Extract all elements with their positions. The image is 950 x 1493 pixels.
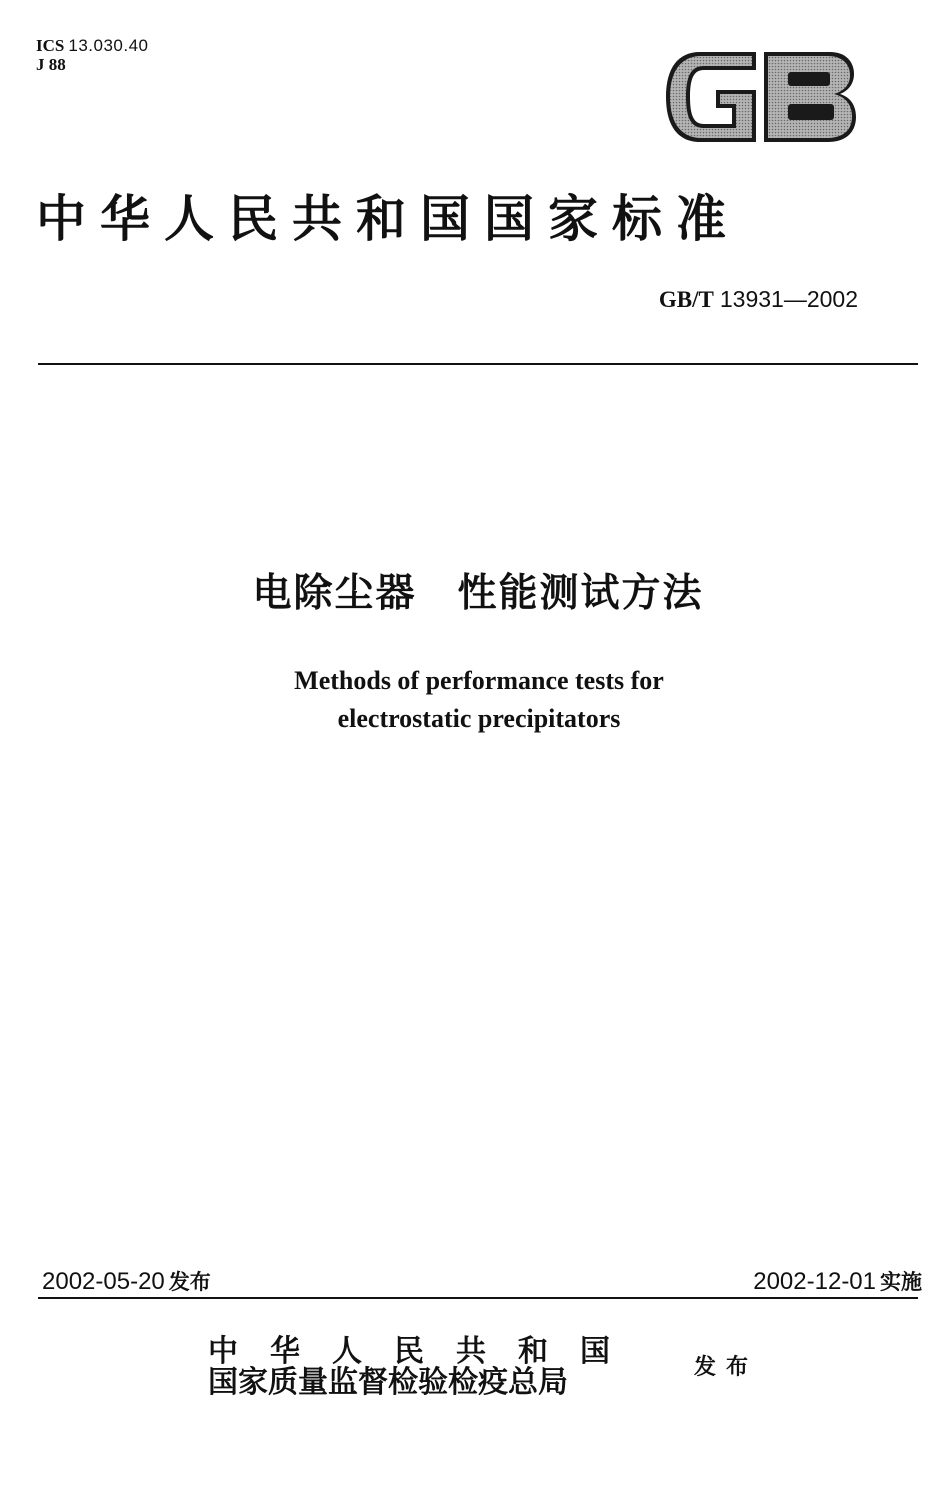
bottom-divider [38, 1297, 918, 1299]
english-title-line-2: electrostatic precipitators [337, 704, 621, 733]
publish-label: 发布 [694, 1355, 759, 1380]
issue-date-block [42, 1266, 211, 1296]
standard-number [659, 286, 858, 313]
implementation-date: 2002-12-01 [753, 1268, 876, 1295]
issuer-line-2: 国家质量监督检验检疫总局 [208, 1365, 568, 1400]
issue-label: 发布 [168, 1270, 211, 1294]
english-title-line-1: Methods of performance tests for [294, 666, 664, 695]
top-divider [38, 363, 918, 365]
national-standard-title: 中华人民共和国国家标准 [36, 189, 740, 248]
ics-label: ICS [36, 36, 65, 55]
classification-codes [36, 36, 149, 74]
ccs-code: J 88 [36, 55, 66, 74]
issuer-line-1: 中华人民共和国 [208, 1334, 642, 1369]
chinese-title: 电除尘器 性能测试方法 [252, 571, 704, 616]
ics-code: 13.030.40 [68, 36, 149, 55]
implementation-label: 实施 [880, 1270, 922, 1294]
gb-logo-graphic [660, 44, 860, 150]
implementation-date-block [753, 1266, 922, 1296]
issue-date: 2002-05-20 [42, 1268, 165, 1295]
standard-prefix: GB/T [658, 287, 714, 312]
ics-line [36, 36, 149, 55]
standard-code: 13931—2002 [719, 286, 858, 312]
english-title [0, 662, 950, 738]
gb-logo [660, 44, 860, 150]
